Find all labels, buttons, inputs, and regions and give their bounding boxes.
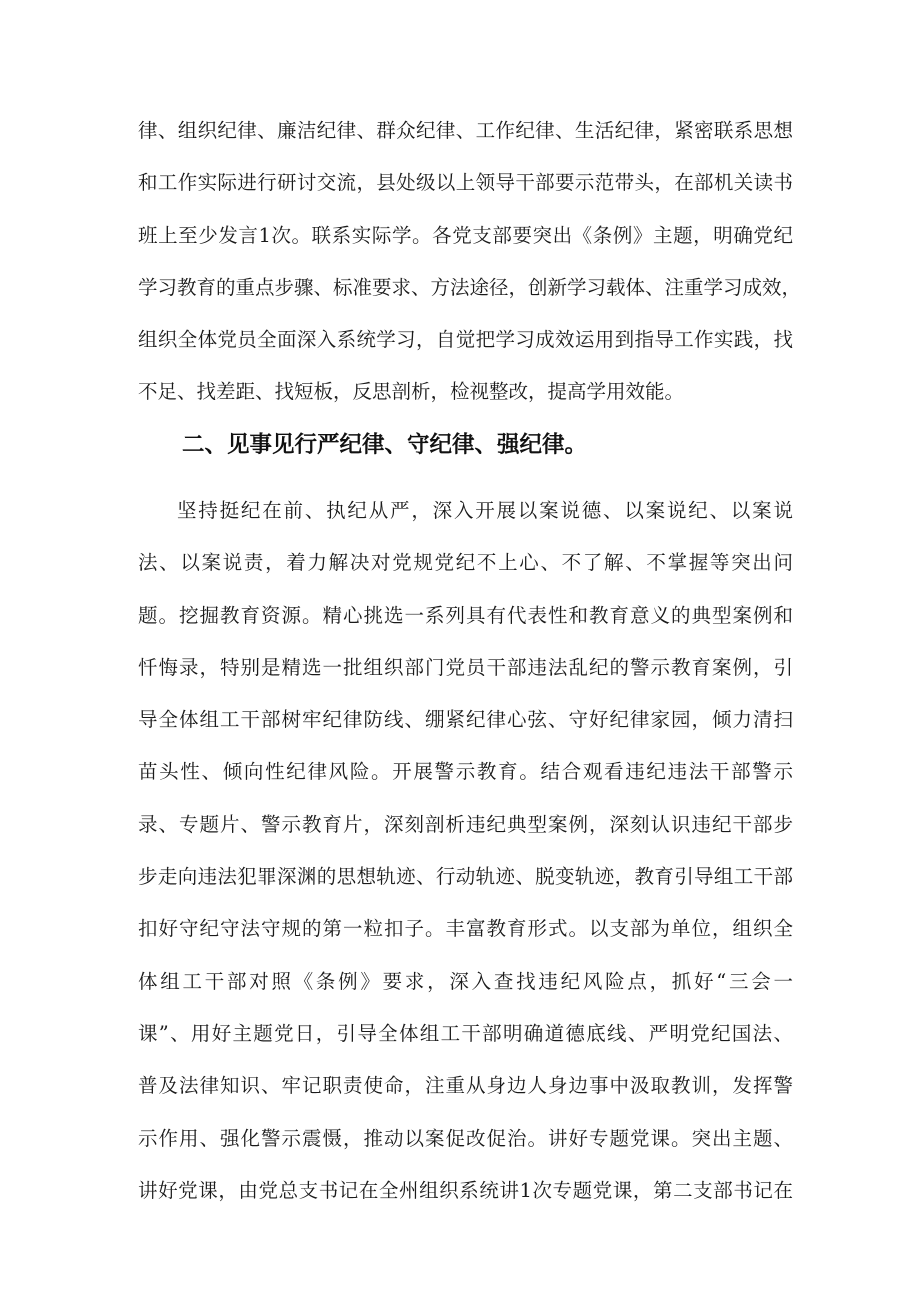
paragraph-line: 扣好守纪守法守规的第一粒扣子。丰富教育形式。以支部为单位，组织全 bbox=[138, 917, 793, 941]
paragraph-line: 组织全体党员全面深入系统学习，自觉把学习成效运用到指导工作实践，找 bbox=[138, 328, 793, 352]
paragraph-line: 体组工干部对照《条例》要求，深入查找违纪风险点，抓好“三会一 bbox=[138, 969, 793, 993]
paragraph-line: 导全体组工干部树牢纪律防线、绷紧纪律心弦、守好纪律家园，倾力清扫 bbox=[138, 708, 793, 732]
paragraph-line: 课”、用好主题党日，引导全体组工干部明确道德底线、严明党纪国法、 bbox=[138, 1021, 793, 1045]
paragraph-line: 讲好党课，由党总支书记在全州组织系统讲1次专题党课，第二支部书记在 bbox=[138, 1178, 793, 1202]
paragraph-line: 坚持挺纪在前、执纪从严，深入开展以案说德、以案说纪、以案说 bbox=[177, 499, 793, 522]
body-paragraph-2 bbox=[138, 485, 793, 1217]
paragraph-line: 法、以案说责，着力解决对党规党纪不上心、不了解、不掌握等突出问 bbox=[138, 551, 793, 575]
paragraph-line: 普及法律知识、牢记职责使命，注重从身边人身边事中汲取教训，发挥警 bbox=[138, 1074, 793, 1098]
paragraph-line: 律、组织纪律、廉洁纪律、群众纪律、工作纪律、生活纪律，紧密联系思想 bbox=[138, 119, 793, 142]
body-paragraph-1 bbox=[138, 105, 802, 419]
paragraph-line: 忏悔录，特别是精选一批组织部门党员干部违法乱纪的警示教育案例，引 bbox=[138, 655, 793, 679]
paragraph-line: 和工作实际进行研讨交流，县处级以上领导干部要示范带头，在部机关读书 bbox=[138, 171, 793, 195]
paragraph-line: 录、专题片、警示教育片，深刻剖析违纪典型案例，深刻认识违纪干部步 bbox=[138, 812, 793, 836]
paragraph-line: 步走向违法犯罪深渊的思想轨迹、行动轨迹、脱变轨迹，教育引导组工干部 bbox=[138, 865, 793, 889]
paragraph-line: 不足、找差距、找短板，反思剖析，检视整改，提高学用效能。 bbox=[138, 380, 685, 404]
paragraph-line: 学习教育的重点步骤、标准要求、方法途径，创新学习载体、注重学习成效， bbox=[138, 275, 802, 299]
section-heading-2: 二、见事见行严纪律、守纪律、强纪律。 bbox=[182, 432, 588, 458]
paragraph-line: 题。挖掘教育资源。精心挑选一系列具有代表性和教育意义的典型案例和 bbox=[138, 603, 793, 627]
paragraph-line: 苗头性、倾向性纪律风险。开展警示教育。结合观看违纪违法干部警示 bbox=[138, 760, 793, 784]
paragraph-line: 班上至少发言1次。联系实际学。各党支部要突出《条例》主题，明确党纪 bbox=[138, 223, 793, 247]
paragraph-line: 示作用、强化警示震慑，推动以案促改促治。讲好专题党课。突出主题、 bbox=[138, 1126, 793, 1150]
